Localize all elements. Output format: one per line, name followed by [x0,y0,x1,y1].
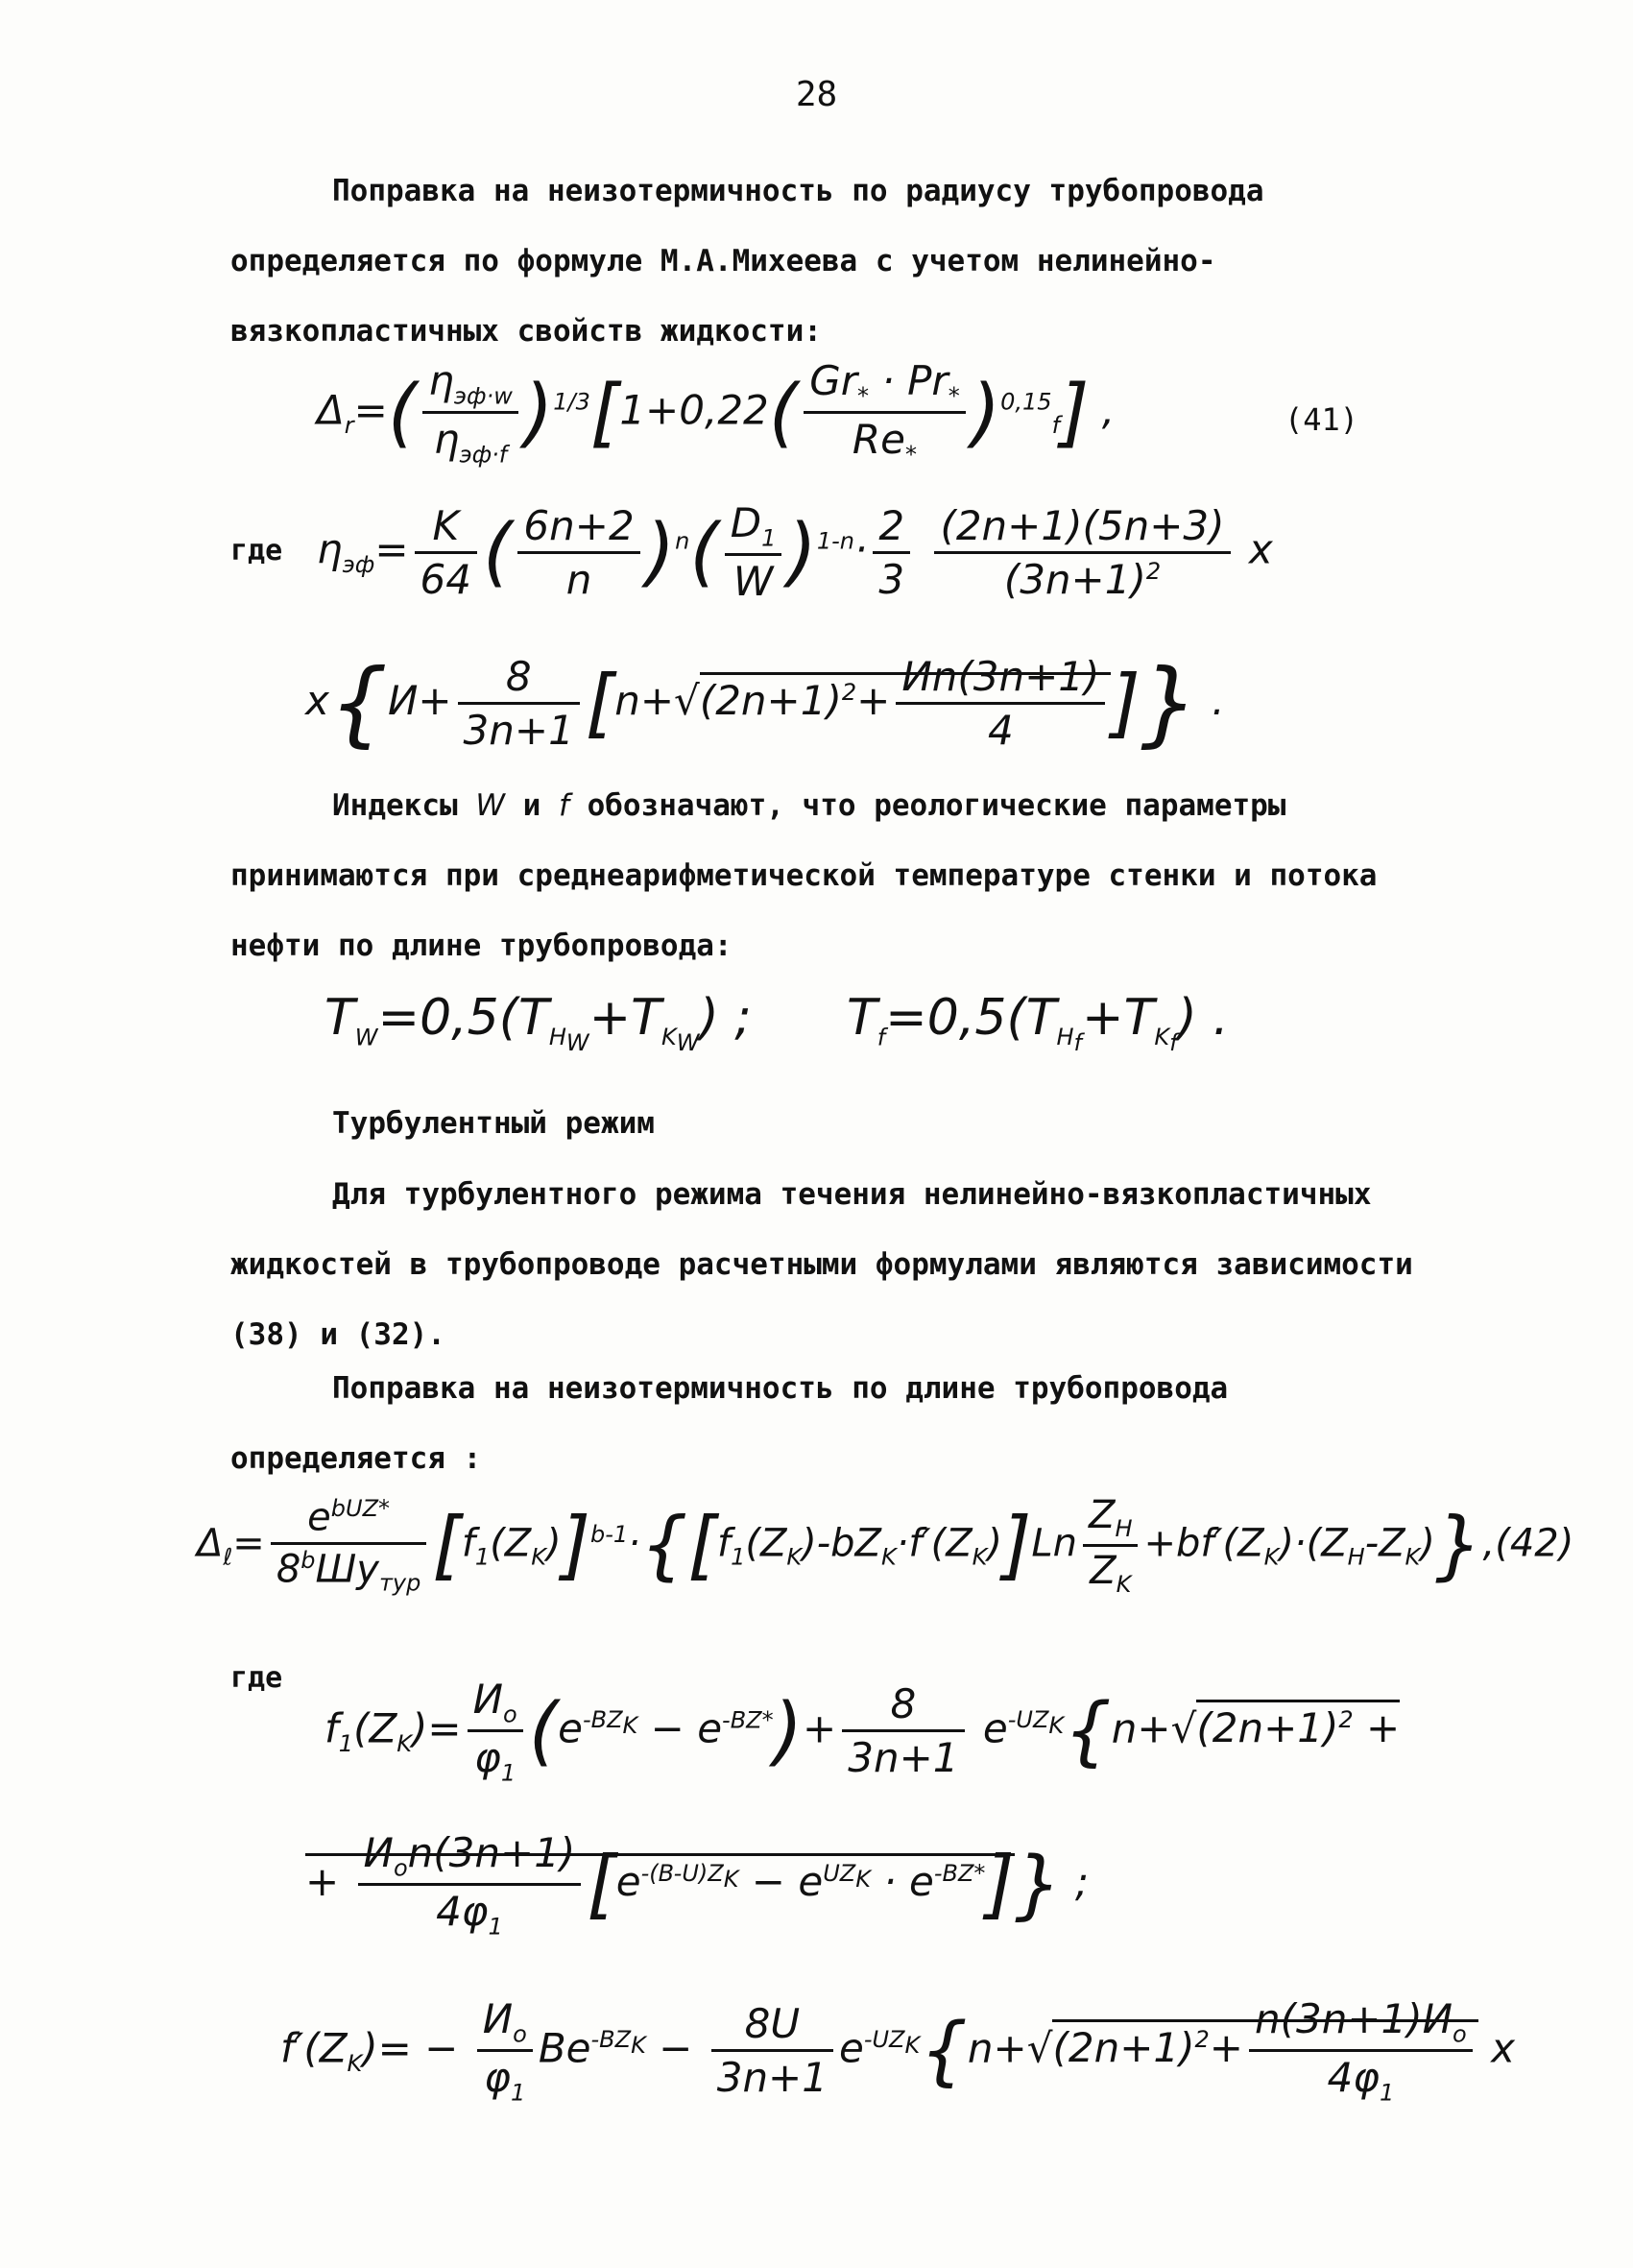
paragraph-indices-lead: Индексы [332,788,458,823]
paragraph-turbulent [230,1160,1450,1370]
equation-42-number: ,(42) [1482,1521,1574,1566]
page-number: 28 [795,75,838,114]
paragraph-turbulent-text: Для турбулентного режима течения нелинейно-вязкопластичных жидкостей в трубопроводе расчетными формулами являются зависимости (38) и (32). [230,1177,1413,1352]
equation-f1: $f_1(Z_K)=$ $\frac{И_o}{\varphi_1}$ $(e^{-BZ_K} - e^{-BZ*})+$ $\frac{8}{3n+1}$ $e^{-UZ_K}\{n+√(2n+1)^2$ + [324,1676,1401,1787]
paragraph-radius-correction [230,157,1450,367]
where-label-2: где [230,1661,283,1695]
equation-41: $\Delta_r=$( $\frac{\eta_{эф\cdot w}}{\eta_{эф\cdot f}}$ )$^{1/3}$[1+0,22( $\frac{Gr_* \cdot Pr_*}{Re_*}$ )$^{0,15}_f$] , [317,357,1116,469]
paragraph-length-correction [230,1354,1450,1494]
paragraph-length-correction-text: Поправка на неизотермичность по длине трубопровода определяется : [230,1371,1229,1476]
where-label-1: где [230,534,283,567]
paragraph-radius-correction-text: Поправка на неизотермичность по радиусу трубопровода определяется по формуле М.А.Михеева с учетом нелинейно-вязкопластичных свойств жидкости: [230,174,1264,349]
equation-42: $\Delta_\ell=$ $\frac{e^{bUZ*}}{8^bШу_{тур}}$ $[f_1(Z_K)]^{b-1}\cdot\{[f_1(Z_K)-bZ_K\cdot f'(Z_K)]Ln$ $\frac{Z_H}{Z_K}$ $+bf'(Z_K)\cdot(Z_H-Z_K)\},(42)$ [197,1493,1574,1598]
equation-41-number: (41) [1285,401,1359,438]
paragraph-indices-rest: обозначают, что реологические параметры принимаются при среднеарифметической температуре стенки и потока нефти по длине трубопровода: [230,788,1378,963]
symbol-w: W [475,788,505,823]
equation-effective-viscosity-cont: x{И+ $\frac{8}{3n+1}$ [$n+√(2n+1)^2+$ $\frac{Иn(3n+1)}{4}$ ]} . [305,649,1225,758]
equation-temperatures: $T_W=0,5(T_{H_W}+T_{K_W})$ ; $T_f=0,5(T_{H_f}+T_{K_f})$ . [324,989,1229,1057]
equation-effective-viscosity: $\eta_{эф}=$ $\frac{K}{64}$ ( $\frac{6n+2}{n}$ )$^n$( $\frac{D_1}{W}$ )$^{1-n}$· $\frac{2}{3}$ $\frac{(2n+1)(5n+3)}{(3n+1)^2}$ x [317,499,1273,606]
equation-f1-cont: + $\frac{И_on(3n+1)}{4\varphi_1}$ $[e^{-(B-U)Z_K} - e^{UZ_K} \cdot e^{-BZ*}]$} ; [305,1829,1090,1941]
equation-f-prime: $f'(Z_K)=$ − $\frac{И_o}{\varphi_1}$ $Be^{-BZ_K}$ − $\frac{8U}{3n+1}$ $e^{-UZ_K}\{n+√(2n+1)^2+$ $\frac{n(3n+1)И_o}{4\varphi_1}$ x [280,1995,1515,2107]
paragraph-indices [230,771,1450,981]
symbol-f: f [559,788,569,823]
heading-turbulent-regime: Турбулентный режим [332,1106,655,1141]
word-and: и [522,788,541,823]
